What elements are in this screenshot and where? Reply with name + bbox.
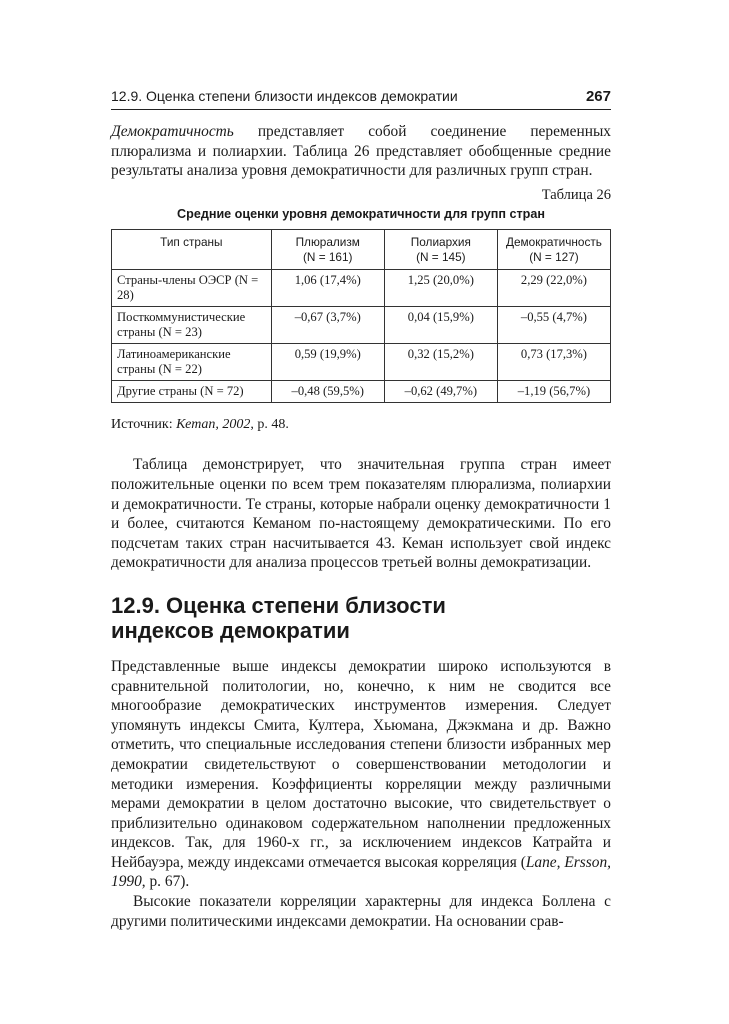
table-row bbox=[112, 380, 611, 402]
running-head bbox=[111, 88, 611, 110]
intro-term: Демократичность bbox=[111, 123, 234, 140]
intro-text: представляет собой соединение переменных плюрализма и полиархии. Таблица 26 представляет обобщенные средние результаты анализа уровня демократичности для различных групп стран. bbox=[111, 123, 611, 180]
table-cell: Посткоммунистические страны (N = 23) bbox=[112, 306, 272, 343]
body-paragraph: Представленные выше индексы демократии широко используются в сравнительной политологии, но, конечно, к ним не сводится все многообразие демократических инструментов измерения. Следует упомянуть индексы Смита, Култера, Хьюмана, Джэкмана и др. Важно отметить, что специальные исследования степени близости избранных мер демократии свидетельствуют о совершенствовании методологии и методики измерения. Коэффициенты корреляции между различными мерами демократии в целом достаточно высокие, что свидетельствует о приблизительно одинаковом содержательном наполнении предложенных индексов. Так, для 1960-х гг., за исключением индексов Катрайта и Нейбауэра, между индексами отмечается высокая корреляция (Lane, Ersson, 1990, p. 67). bbox=[111, 657, 611, 891]
source-ref: Кеman, 2002 bbox=[176, 416, 251, 432]
citation-ref: Lane, Ersson, 1990 bbox=[111, 853, 611, 891]
table-cell: 0,04 (15,9%) bbox=[384, 306, 497, 343]
table-row bbox=[112, 306, 611, 343]
table-label: Таблица 26 bbox=[541, 186, 611, 203]
table-source: Источник: Кеman, 2002, p. 48. bbox=[111, 416, 289, 432]
table-header-cell: Полиархия (N = 145) bbox=[384, 229, 497, 269]
table-cell: Латиноамериканские страны (N = 22) bbox=[112, 343, 272, 380]
table-cell: Страны-члены ОЭСР (N = 28) bbox=[112, 269, 272, 306]
intro-paragraph bbox=[111, 122, 611, 181]
table-header-cell: Тип страны bbox=[112, 229, 272, 269]
body-paragraph: Высокие показатели корреляции характерны для индекса Боллена с другими политическими индексами демократии. На основании срав- bbox=[111, 893, 611, 930]
table-header-row bbox=[112, 229, 611, 269]
table-cell: Другие страны (N = 72) bbox=[112, 380, 272, 402]
table-cell: 1,25 (20,0%) bbox=[384, 269, 497, 306]
table-cell: 1,06 (17,4%) bbox=[271, 269, 384, 306]
page-number: 267 bbox=[585, 88, 611, 105]
table-header-cell: Плюрализм (N = 161) bbox=[271, 229, 384, 269]
running-head-title: 12.9. Оценка степени близости индексов демократии bbox=[111, 88, 458, 104]
table-cell: 2,29 (22,0%) bbox=[497, 269, 610, 306]
section-heading: 12.9. Оценка степени близости индексов демократии bbox=[111, 592, 446, 643]
table-header-cell: Демократичность (N = 127) bbox=[497, 229, 610, 269]
table-row bbox=[112, 343, 611, 380]
table-title: Средние оценки уровня демократичности для групп стран bbox=[177, 206, 545, 221]
body-paragraph: Таблица демонстрирует, что значительная группа стран имеет положительные оценки по всем трем показателям плюрализма, полиархии и демократичности. Те страны, которые набрали оценку демократичности 1 и более, считаются Кеманом по-настоящему демократическими. По его подсчетам таких стран насчитывается 43. Кеман использует свой индекс демократичности для анализа процессов третьей волны демократизации. bbox=[111, 456, 611, 572]
table-row bbox=[112, 269, 611, 306]
table-cell: –0,48 (59,5%) bbox=[271, 380, 384, 402]
table-cell: 0,59 (19,9%) bbox=[271, 343, 384, 380]
page bbox=[111, 88, 611, 931]
table-cell: –0,55 (4,7%) bbox=[497, 306, 610, 343]
table-cell: –0,67 (3,7%) bbox=[271, 306, 384, 343]
table-cell: –1,19 (56,7%) bbox=[497, 380, 610, 402]
table-cell: –0,62 (49,7%) bbox=[384, 380, 497, 402]
data-table bbox=[111, 229, 611, 403]
table-cell: 0,32 (15,2%) bbox=[384, 343, 497, 380]
table-cell: 0,73 (17,3%) bbox=[497, 343, 610, 380]
